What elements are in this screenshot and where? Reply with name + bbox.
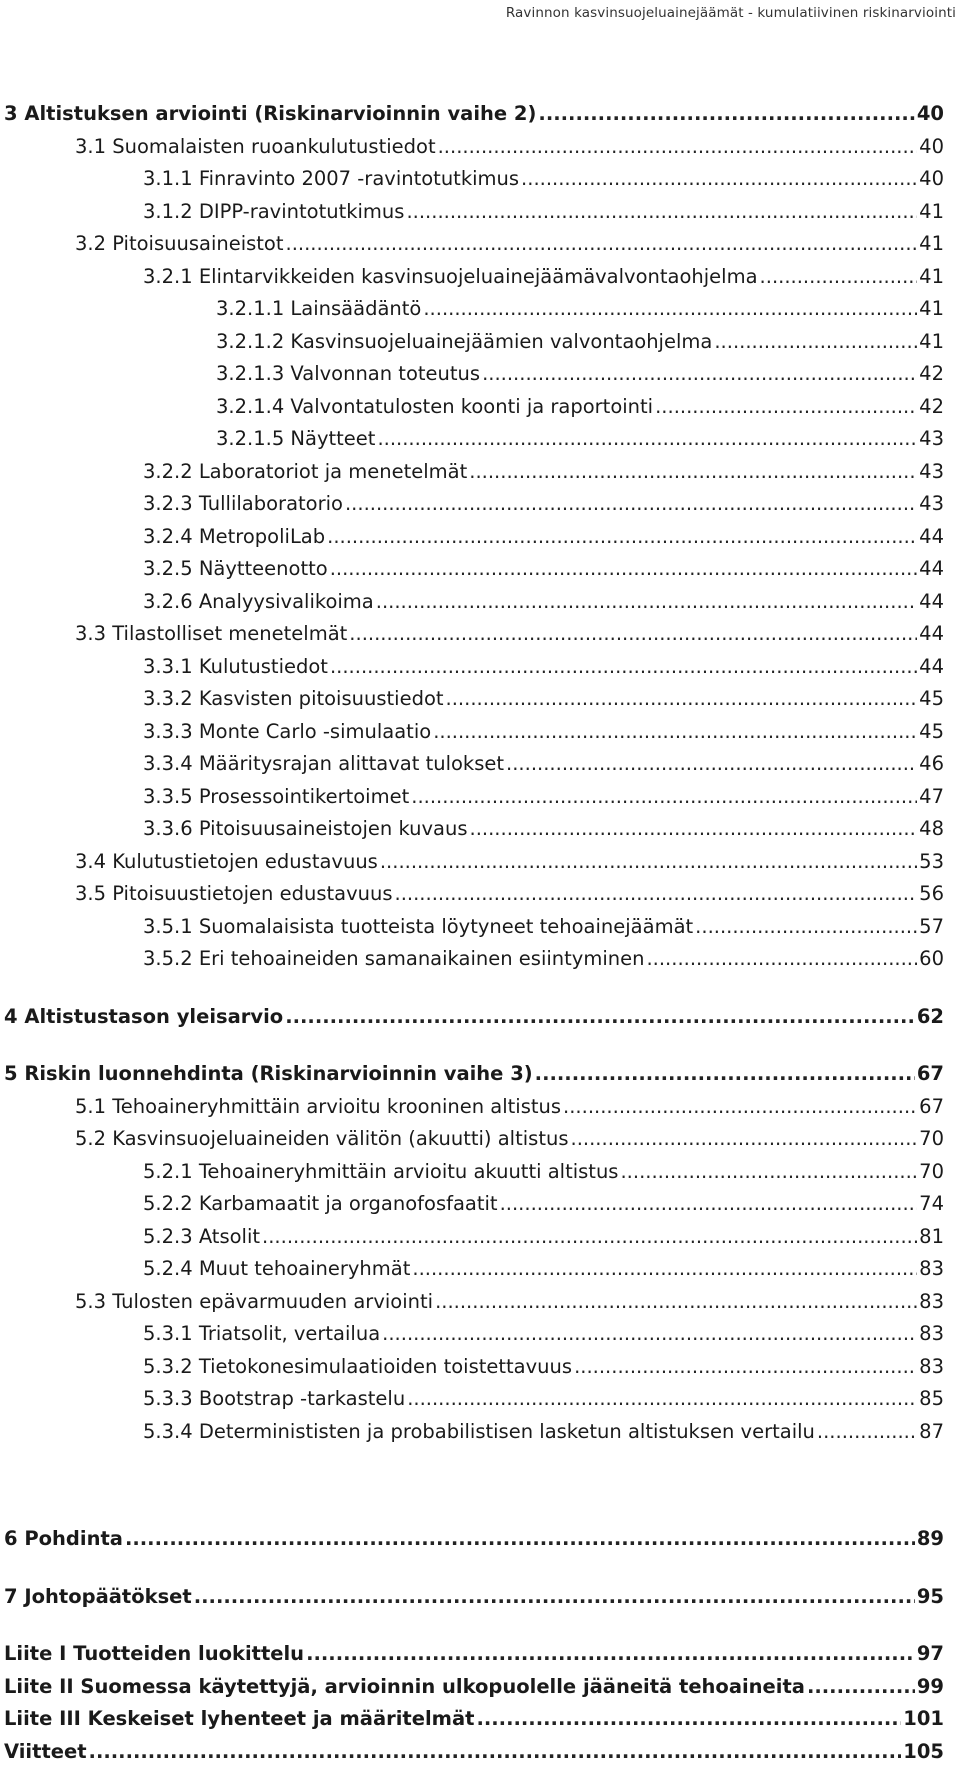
- toc-entry-title: 5.3.4 Determinististen ja probabilistisen lasketun altistuksen vertailu: [143, 1419, 815, 1443]
- toc-leader-dots: [538, 102, 914, 125]
- toc-page-number: 41: [919, 199, 944, 223]
- toc-leader-dots: [620, 1160, 917, 1183]
- toc-leader-dots: [411, 785, 917, 808]
- toc-page-number: 43: [919, 492, 944, 515]
- toc-entry[interactable]: [4, 1005, 944, 1038]
- toc-entry-title: 7 Johtopäätökset: [4, 1584, 192, 1608]
- toc-entry[interactable]: [4, 817, 944, 850]
- toc-leader-dots: [306, 1642, 915, 1665]
- toc-entry[interactable]: [4, 1062, 944, 1095]
- toc-entry[interactable]: [4, 1127, 944, 1160]
- toc-entry[interactable]: [4, 752, 944, 785]
- running-header: Ravinnon kasvinsuojeluainejäämät - kumulatiivinen riskinarviointi: [505, 5, 956, 21]
- toc-page-number: 74: [919, 1192, 944, 1215]
- toc-leader-dots: [194, 1585, 915, 1608]
- toc-entry-title: 3.2.1.2 Kasvinsuojeluainejäämien valvontaohjelma: [216, 329, 713, 353]
- toc-entry-title: Viitteet: [4, 1739, 87, 1763]
- table-of-contents: [4, 102, 944, 1772]
- toc-entry-title: 3.1.1 Finravinto 2007 -ravintotutkimus: [143, 167, 520, 190]
- toc-entry[interactable]: [4, 882, 944, 915]
- toc-entry-title: 3.2.1.3 Valvonnan toteutus: [216, 362, 481, 385]
- toc-page-number: 48: [919, 817, 944, 840]
- toc-page-number: 62: [916, 1004, 944, 1028]
- toc-page-number: 47: [919, 784, 944, 808]
- toc-entry-title: 5.2.1 Tehoaineryhmittäin arvioitu akuutti altistus: [143, 1159, 619, 1183]
- toc-entry[interactable]: [4, 1585, 944, 1618]
- toc-entry[interactable]: [4, 785, 944, 818]
- toc-page-number: 70: [919, 1159, 944, 1183]
- toc-page-number: 60: [919, 947, 944, 970]
- toc-leader-dots: [521, 167, 917, 190]
- toc-entry-title: 3.2 Pitoisuusaineistot: [75, 232, 284, 255]
- toc-entry[interactable]: [4, 1322, 944, 1355]
- toc-entry-title: 3.3.4 Määritysrajan alittavat tulokset: [143, 752, 505, 775]
- toc-leader-dots: [435, 1290, 917, 1313]
- toc-leader-dots: [330, 557, 917, 580]
- toc-leader-dots: [574, 1355, 917, 1378]
- toc-leader-dots: [433, 720, 917, 743]
- toc-entry-title: 5.3.3 Bootstrap -tarkastelu: [143, 1387, 406, 1410]
- toc-leader-dots: [760, 265, 918, 288]
- toc-page-number: 53: [919, 849, 944, 873]
- toc-entry[interactable]: [4, 525, 944, 558]
- toc-leader-dots: [807, 1675, 915, 1698]
- toc-entry-title: 3.3.2 Kasvisten pitoisuustiedot: [143, 687, 444, 710]
- toc-entry-title: 3.3 Tilastolliset menetelmät: [75, 622, 348, 645]
- toc-entry[interactable]: [4, 167, 944, 200]
- toc-entry-title: 3.1 Suomalaisten ruoankulutustiedot: [75, 134, 436, 158]
- toc-leader-dots: [470, 817, 918, 840]
- toc-entry-title: Liite III Keskeiset lyhenteet ja määritelmät: [4, 1707, 475, 1730]
- toc-entry-title: 5.2.2 Karbamaatit ja organofosfaatit: [143, 1192, 498, 1215]
- toc-page-number: 40: [916, 102, 944, 125]
- toc-entry-title: 3.1.2 DIPP-ravintotutkimus: [143, 199, 405, 223]
- toc-page-number: 83: [919, 1289, 944, 1313]
- toc-leader-dots: [395, 882, 918, 905]
- toc-page-number: 40: [919, 167, 944, 190]
- toc-leader-dots: [655, 395, 917, 418]
- toc-page-number: 97: [916, 1642, 944, 1665]
- toc-page-number: 70: [919, 1127, 944, 1150]
- toc-entry-title: 3 Altistuksen arviointi (Riskinarvioinnin vaihe 2): [4, 102, 537, 125]
- toc-page-number: 41: [919, 232, 944, 255]
- toc-entry[interactable]: [4, 1290, 944, 1323]
- toc-entry[interactable]: [4, 590, 944, 623]
- toc-entry-title: 3.5.2 Eri tehoaineiden samanaikainen esiintyminen: [143, 947, 645, 970]
- toc-page-number: 67: [916, 1062, 944, 1085]
- toc-entry[interactable]: [4, 1095, 944, 1128]
- toc-leader-dots: [646, 947, 917, 970]
- toc-entry-title: 3.2.2 Laboratoriot ja menetelmät: [143, 459, 468, 483]
- toc-leader-dots: [817, 1420, 917, 1443]
- toc-entry[interactable]: [4, 1527, 944, 1560]
- toc-entry[interactable]: [4, 330, 944, 363]
- toc-leader-dots: [446, 687, 918, 710]
- toc-entry-title: Liite II Suomessa käytettyjä, arvioinnin ulkopuolelle jääneitä tehoaineita: [4, 1674, 805, 1698]
- toc-entry[interactable]: [4, 1225, 944, 1258]
- toc-leader-dots: [571, 1127, 918, 1150]
- toc-page-number: 57: [919, 914, 944, 938]
- toc-page-number: 44: [919, 589, 944, 613]
- toc-leader-dots: [423, 297, 917, 320]
- toc-leader-dots: [469, 460, 917, 483]
- toc-entry[interactable]: [4, 1707, 944, 1740]
- toc-leader-dots: [506, 752, 917, 775]
- toc-entry[interactable]: [4, 492, 944, 525]
- toc-entry[interactable]: [4, 1642, 944, 1675]
- toc-entry[interactable]: [4, 720, 944, 753]
- toc-entry-title: Liite I Tuotteiden luokittelu: [4, 1642, 305, 1665]
- toc-page-number: 44: [919, 524, 944, 548]
- toc-page-number: 83: [919, 1354, 944, 1378]
- toc-entry-title: 3.4 Kulutustietojen edustavuus: [75, 849, 378, 873]
- toc-page-number: 95: [916, 1584, 944, 1608]
- toc-entry-title: 3.2.1.1 Lainsäädäntö: [216, 297, 422, 320]
- toc-page-number: 44: [919, 557, 944, 580]
- toc-entry[interactable]: [4, 1257, 944, 1290]
- toc-entry-title: 3.2.1.4 Valvontatulosten koonti ja raportointi: [216, 394, 654, 418]
- toc-entry[interactable]: [4, 1420, 944, 1453]
- toc-leader-dots: [376, 590, 917, 613]
- toc-leader-dots: [535, 1062, 915, 1085]
- toc-entry[interactable]: [4, 655, 944, 688]
- toc-leader-dots: [89, 1740, 902, 1763]
- toc-entry[interactable]: [4, 1387, 944, 1420]
- toc-entry-title: 6 Pohdinta: [4, 1527, 123, 1550]
- toc-entry[interactable]: [4, 1160, 944, 1193]
- toc-entry-title: 5.1 Tehoaineryhmittäin arvioitu krooninen altistus: [75, 1094, 562, 1118]
- toc-page-number: 41: [919, 264, 944, 288]
- toc-page-number: 101: [903, 1707, 944, 1730]
- toc-entry-title: 4 Altistustason yleisarvio: [4, 1004, 284, 1028]
- toc-page-number: 99: [916, 1674, 944, 1698]
- toc-entry[interactable]: [4, 135, 944, 168]
- toc-entry[interactable]: [4, 102, 944, 135]
- toc-leader-dots: [262, 1225, 917, 1248]
- toc-page-number: 105: [903, 1739, 944, 1763]
- toc-page-number: 41: [919, 297, 944, 320]
- toc-leader-dots: [438, 135, 918, 158]
- toc-leader-dots: [412, 1257, 917, 1280]
- toc-entry-title: 3.3.3 Monte Carlo -simulaatio: [143, 719, 432, 743]
- toc-entry-title: 5.3 Tulosten epävarmuuden arviointi: [75, 1289, 434, 1313]
- toc-entry-title: 5.3.2 Tietokonesimulaatioiden toistettavuus: [143, 1354, 573, 1378]
- toc-entry[interactable]: [4, 427, 944, 460]
- toc-entry-title: 5.3.1 Triatsolit, vertailua: [143, 1322, 381, 1345]
- toc-entry[interactable]: [4, 1355, 944, 1388]
- toc-leader-dots: [349, 622, 917, 645]
- toc-leader-dots: [714, 330, 917, 353]
- toc-page-number: 41: [919, 329, 944, 353]
- toc-entry-title: 5.2 Kasvinsuojeluaineiden välitön (akuutti) altistus: [75, 1127, 569, 1150]
- toc-page-number: 44: [919, 654, 944, 678]
- toc-leader-dots: [330, 655, 917, 678]
- toc-entry[interactable]: [4, 232, 944, 265]
- toc-leader-dots: [695, 915, 917, 938]
- toc-entry-title: 5.2.4 Muut tehoaineryhmät: [143, 1257, 411, 1280]
- toc-entry[interactable]: [4, 1740, 944, 1773]
- toc-entry-title: 3.5 Pitoisuustietojen edustavuus: [75, 882, 393, 905]
- toc-page-number: 43: [919, 459, 944, 483]
- toc-entry-title: 3.2.3 Tullilaboratorio: [143, 492, 343, 515]
- toc-entry[interactable]: [4, 915, 944, 948]
- toc-page-number: 87: [919, 1419, 944, 1443]
- toc-leader-dots: [476, 1707, 901, 1730]
- toc-leader-dots: [380, 850, 917, 873]
- toc-page-number: 42: [919, 362, 944, 385]
- toc-entry[interactable]: [4, 850, 944, 883]
- toc-entry-title: 3.2.6 Analyysivalikoima: [143, 589, 374, 613]
- toc-leader-dots: [285, 1005, 915, 1028]
- toc-entry-title: 3.2.1.5 Näytteet: [216, 427, 376, 450]
- toc-entry-title: 5 Riskin luonnehdinta (Riskinarvioinnin vaihe 3): [4, 1062, 533, 1085]
- toc-page-number: 67: [919, 1094, 944, 1118]
- toc-entry-title: 3.2.4 MetropoliLab: [143, 524, 326, 548]
- toc-entry[interactable]: [4, 362, 944, 395]
- toc-leader-dots: [406, 200, 917, 223]
- toc-page-number: 83: [919, 1322, 944, 1345]
- toc-entry-title: 3.3.6 Pitoisuusaineistojen kuvaus: [143, 817, 468, 840]
- toc-page-number: 42: [919, 394, 944, 418]
- toc-leader-dots: [482, 362, 917, 385]
- toc-leader-dots: [500, 1192, 918, 1215]
- toc-leader-dots: [125, 1527, 915, 1550]
- toc-page-number: 83: [919, 1257, 944, 1280]
- toc-entry[interactable]: [4, 557, 944, 590]
- toc-entry-title: 3.5.1 Suomalaisista tuotteista löytyneet tehoainejäämät: [143, 914, 694, 938]
- toc-page-number: 85: [919, 1387, 944, 1410]
- toc-entry[interactable]: [4, 200, 944, 233]
- toc-entry-title: 3.2.5 Näytteenotto: [143, 557, 328, 580]
- toc-page-number: 44: [919, 622, 944, 645]
- toc-leader-dots: [407, 1387, 917, 1410]
- toc-leader-dots: [345, 492, 917, 515]
- toc-leader-dots: [377, 427, 917, 450]
- toc-page-number: 81: [919, 1224, 944, 1248]
- toc-page-number: 45: [919, 719, 944, 743]
- toc-entry[interactable]: [4, 395, 944, 428]
- toc-entry[interactable]: [4, 297, 944, 330]
- toc-page-number: 40: [919, 134, 944, 158]
- toc-leader-dots: [382, 1322, 917, 1345]
- toc-leader-dots: [286, 232, 918, 255]
- toc-page-number: 46: [919, 752, 944, 775]
- toc-page-number: 45: [919, 687, 944, 710]
- toc-page-number: 89: [916, 1527, 944, 1550]
- toc-entry[interactable]: [4, 622, 944, 655]
- toc-page-number: 56: [919, 882, 944, 905]
- toc-entry[interactable]: [4, 460, 944, 493]
- toc-entry-title: 3.2.1 Elintarvikkeiden kasvinsuojeluainejäämävalvontaohjelma: [143, 264, 758, 288]
- toc-entry-title: 5.2.3 Atsolit: [143, 1224, 261, 1248]
- toc-entry[interactable]: [4, 265, 944, 298]
- toc-page-number: 43: [919, 427, 944, 450]
- toc-entry[interactable]: [4, 1675, 944, 1708]
- toc-leader-dots: [327, 525, 917, 548]
- toc-entry[interactable]: [4, 1192, 944, 1225]
- toc-leader-dots: [563, 1095, 917, 1118]
- toc-entry-title: 3.3.5 Prosessointikertoimet: [143, 784, 410, 808]
- toc-entry-title: 3.3.1 Kulutustiedot: [143, 654, 328, 678]
- toc-entry[interactable]: [4, 947, 944, 980]
- toc-entry[interactable]: [4, 687, 944, 720]
